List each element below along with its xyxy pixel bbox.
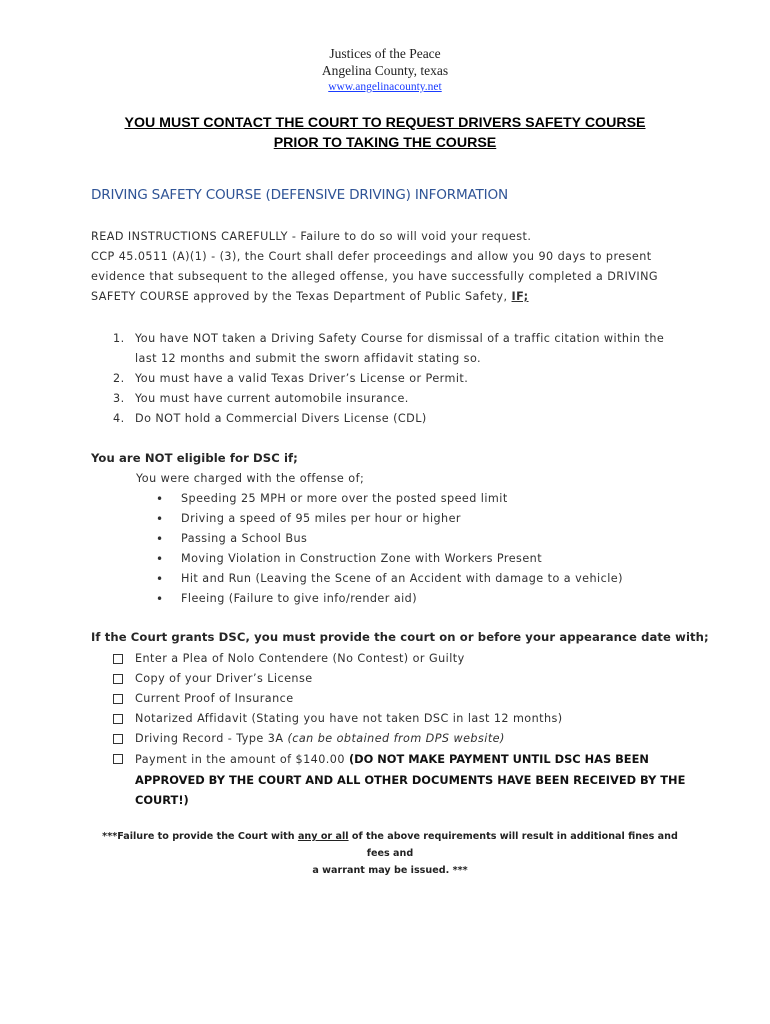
footer-line-2: a warrant may be issued. ***: [312, 865, 468, 876]
list-item: [156, 529, 623, 549]
list-item: [156, 589, 623, 609]
list-item-line: You must have a valid Texas Driver’s License or Permit.: [135, 372, 469, 385]
office-name: Justices of the Peace: [329, 46, 441, 61]
intro-line-3: evidence that subsequent to the alleged offense, you have successfully completed a DRIVING: [91, 270, 659, 283]
list-number: 4.: [113, 412, 125, 425]
grants-heading: If the Court grants DSC, you must provide the court on or before your appearance date with;: [91, 630, 709, 644]
list-item: [91, 369, 691, 389]
checklist-item: [113, 669, 688, 689]
footer-text: of the above requirements will result in additional fines and fees and: [351, 831, 678, 859]
section-title: DRIVING SAFETY COURSE (DEFENSIVE DRIVING) INFORMATION: [91, 187, 508, 203]
offense-text: Moving Violation in Construction Zone with Workers Present: [181, 552, 543, 565]
checkbox-icon: [113, 694, 123, 704]
not-eligible-lead: You were charged with the offense of;: [136, 472, 365, 485]
intro-line-4: [91, 287, 691, 307]
checkbox-icon: [113, 754, 123, 764]
list-item-line: You have NOT taken a Driving Safety Course for dismissal of a traffic citation within the: [135, 332, 665, 345]
list-item: [91, 329, 691, 369]
county-website-link[interactable]: www.angelinacounty.net: [328, 81, 442, 93]
required-documents-checklist: [113, 649, 688, 810]
contact-court-warning: [80, 113, 690, 153]
warning-line-2: PRIOR TO TAKING THE COURSE: [273, 135, 497, 151]
checklist-text: Driving Record - Type 3A: [135, 732, 284, 745]
list-item: [156, 569, 623, 589]
letterhead: [0, 45, 770, 95]
checklist-item: [113, 709, 688, 729]
intro-if: IF;: [511, 290, 529, 303]
not-eligible-heading: You are NOT eligible for DSC if;: [91, 451, 298, 465]
footer-text: ***Failure to provide the Court with: [102, 831, 295, 842]
bullet-icon: •: [156, 532, 164, 546]
list-item-line: Do NOT hold a Commercial Divers License (CDL): [135, 412, 427, 425]
checklist-text: Current Proof of Insurance: [135, 692, 294, 705]
ineligible-offenses-list: [156, 489, 623, 609]
payment-warning: COURT!): [135, 793, 189, 807]
bullet-icon: •: [156, 492, 164, 506]
checkbox-icon: [113, 674, 123, 684]
footer-line-1: [95, 828, 685, 862]
checklist-item: [113, 729, 688, 749]
payment-warning: (DO NOT MAKE PAYMENT UNTIL DSC HAS BEEN: [348, 752, 649, 766]
bullet-icon: •: [156, 572, 164, 586]
eligibility-requirements-list: [91, 329, 691, 429]
payment-text: Payment in the amount of $140.00: [135, 753, 345, 766]
checklist-text: Copy of your Driver’s License: [135, 672, 313, 685]
offense-text: Hit and Run (Leaving the Scene of an Accident with damage to a vehicle): [181, 572, 623, 585]
offense-text: Passing a School Bus: [181, 532, 308, 545]
driving-record-note: (can be obtained from DPS website): [287, 732, 505, 745]
offense-text: Fleeing (Failure to give info/render aid): [181, 592, 418, 605]
checklist-item: [113, 749, 688, 810]
footer-emphasis: any or all: [297, 831, 349, 842]
list-item: [91, 389, 691, 409]
intro-line-2: CCP 45.0511 (A)(1) - (3), the Court shall defer proceedings and allow you 90 days to present: [91, 250, 652, 263]
intro-line-4-text: SAFETY COURSE approved by the Texas Department of Public Safety,: [91, 290, 508, 303]
list-item-line: last 12 months and submit the sworn affidavit stating so.: [135, 352, 482, 365]
intro-line-1: READ INSTRUCTIONS CAREFULLY - Failure to do so will void your request.: [91, 230, 532, 243]
warning-line-1: YOU MUST CONTACT THE COURT TO REQUEST DRIVERS SAFETY COURSE: [124, 115, 646, 131]
payment-warning: APPROVED BY THE COURT AND ALL OTHER DOCUMENTS HAVE BEEN RECEIVED BY THE: [135, 773, 686, 787]
list-item: [156, 489, 623, 509]
checklist-item: [113, 689, 688, 709]
checklist-text: Enter a Plea of Nolo Contendere (No Contest) or Guilty: [135, 652, 465, 665]
checkbox-icon: [113, 654, 123, 664]
list-number: 2.: [113, 372, 125, 385]
checklist-text: Notarized Affidavit (Stating you have not taken DSC in last 12 months): [135, 712, 563, 725]
list-item-line: You must have current automobile insurance.: [135, 392, 409, 405]
county-name: Angelina County, texas: [321, 63, 449, 78]
list-item: [156, 549, 623, 569]
list-item: [91, 409, 691, 429]
list-item: [156, 509, 623, 529]
checkbox-icon: [113, 734, 123, 744]
bullet-icon: •: [156, 592, 164, 606]
failure-warning-footer: [95, 828, 685, 879]
bullet-icon: •: [156, 552, 164, 566]
checklist-item: [113, 649, 688, 669]
list-number: 1.: [113, 332, 125, 345]
bullet-icon: •: [156, 512, 164, 526]
intro-paragraph: [91, 227, 691, 307]
checkbox-icon: [113, 714, 123, 724]
offense-text: Driving a speed of 95 miles per hour or higher: [181, 512, 461, 525]
list-number: 3.: [113, 392, 125, 405]
offense-text: Speeding 25 MPH or more over the posted speed limit: [181, 492, 508, 505]
